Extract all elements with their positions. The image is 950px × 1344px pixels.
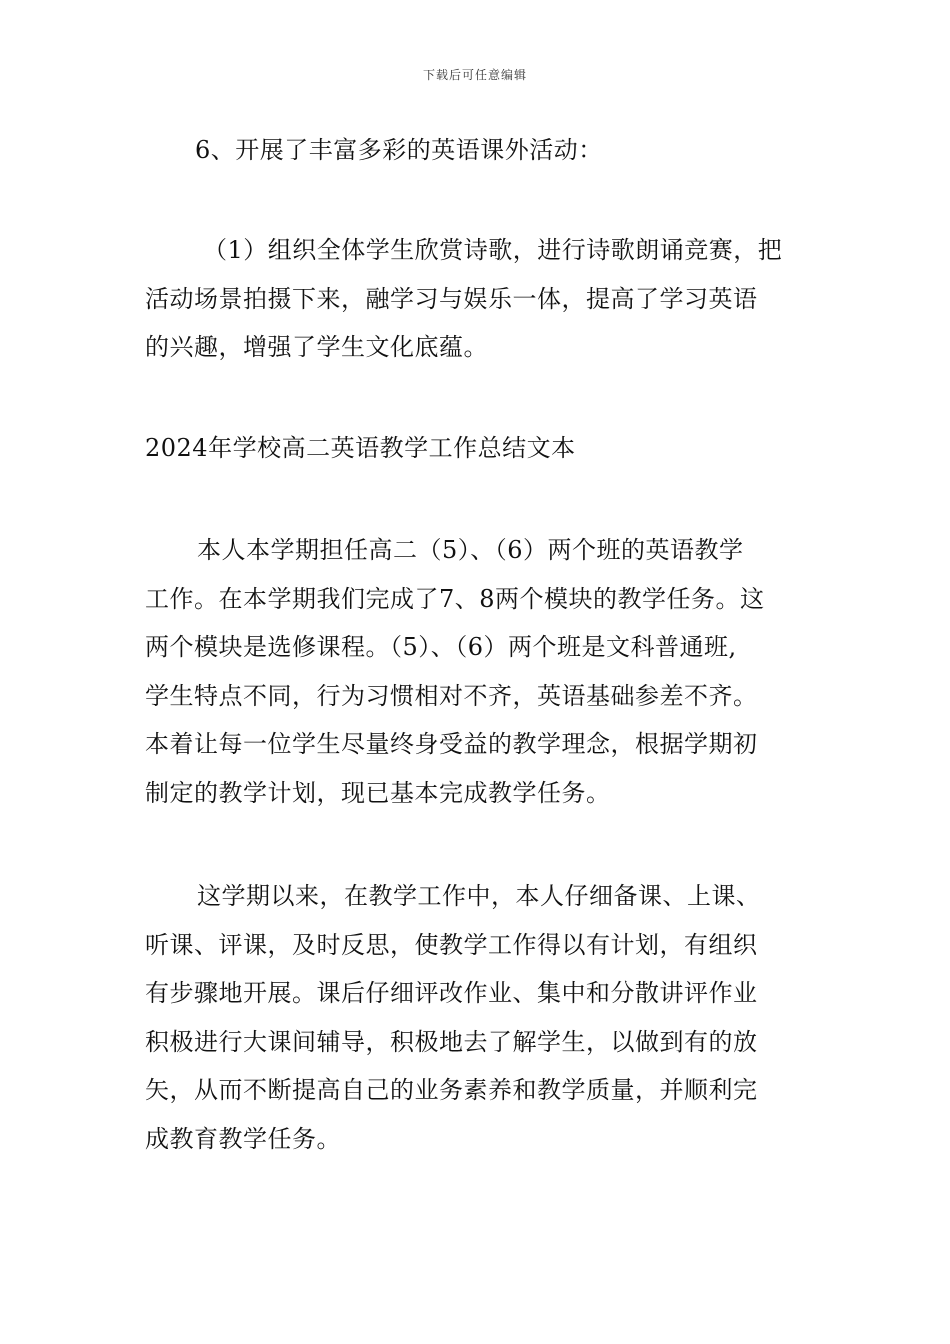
section-six-item-1 — [145, 226, 825, 372]
text-line: 本人本学期担任高二（5）、（6）两个班的英语教学 — [197, 536, 744, 564]
text-line: 这学期以来，在教学工作中，本人仔细备课、上课、 — [197, 882, 761, 910]
paragraph-1 — [145, 526, 825, 817]
text-line: 的兴趣，增强了学生文化底蕴。 — [145, 333, 488, 361]
text-line: 两个模块是选修课程。（5）、（6）两个班是文科普通班, — [145, 633, 737, 661]
section-six-heading: 6、开展了丰富多彩的英语课外活动： — [195, 136, 603, 164]
text-line: （1）组织全体学生欣赏诗歌，进行诗歌朗诵竞赛，把 — [203, 236, 783, 264]
text-line: 活动场景拍摄下来，融学习与娱乐一体，提高了学习英语 — [145, 284, 758, 313]
text-line: 矢，从而不断提高自己的业务素养和教学质量，并顺利完 — [145, 1076, 758, 1104]
text-line: 积极进行大课间辅导，积极地去了解学生，以做到有的放 — [145, 1027, 758, 1056]
document-title: 2024年学校高二英语教学工作总结文本 — [145, 434, 576, 462]
text-line: 成教育教学任务。 — [145, 1124, 341, 1153]
text-line: 学生特点不同，行为习惯相对不齐，英语基础参差不齐。 — [145, 681, 758, 710]
paragraph-2 — [145, 872, 825, 1163]
text-line: 听课、评课，及时反思，使教学工作得以有计划，有组织 — [145, 930, 758, 959]
text-line: 有步骤地开展。课后仔细评改作业、集中和分散讲评作业 — [145, 979, 758, 1007]
text-line: 本着让每一位学生尽量终身受益的教学理念，根据学期初 — [145, 730, 758, 758]
header-note: 下载后可任意编辑 — [422, 68, 527, 82]
text-line: 工作。在本学期我们完成了7、8两个模块的教学任务。这 — [145, 584, 765, 613]
text-line: 制定的教学计划，现已基本完成教学任务。 — [145, 778, 611, 807]
